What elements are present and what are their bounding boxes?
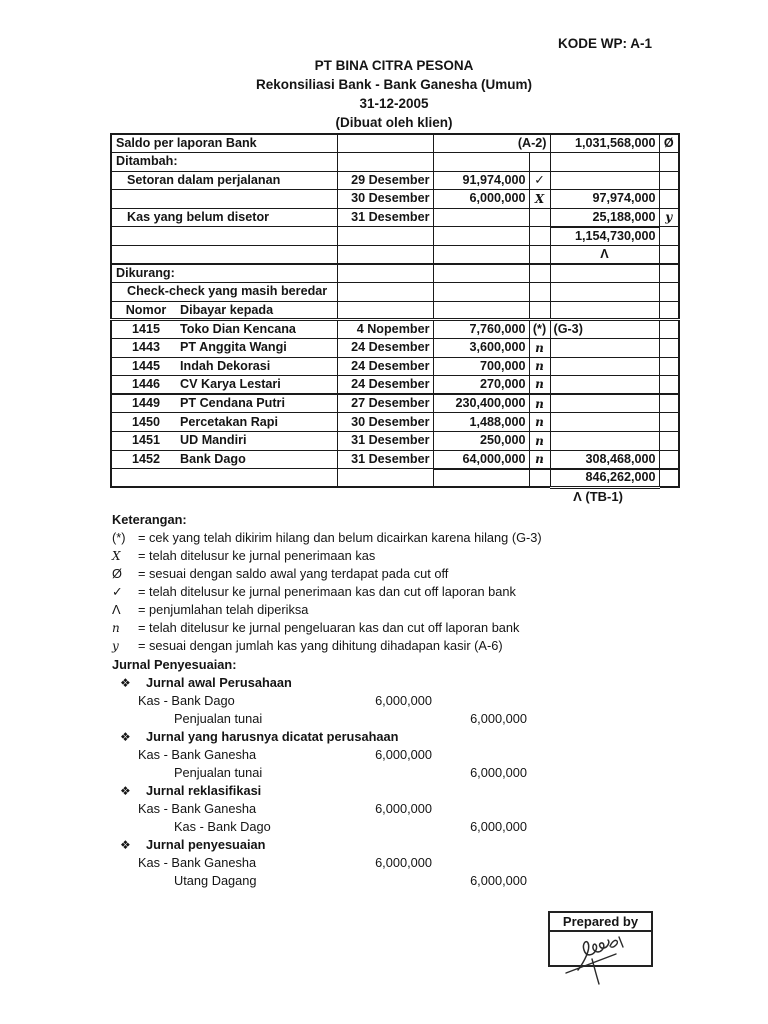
legend-item: y = sesuai dengan jumlah kas yang dihitung dihadapan kasir (A-6) — [112, 638, 503, 653]
amount-cell: 7,760,000 — [433, 320, 529, 339]
journal-entry-title: ❖ Jurnal reklasifikasi — [120, 783, 262, 798]
tickmark-legend — [112, 511, 672, 655]
check-cell: 1446 CV Karya Lestari — [111, 376, 337, 395]
tickmark-cell: Ø — [659, 134, 679, 153]
check-cell: 1450 Percetakan Rapi — [111, 413, 337, 432]
debit-amount: 6,000,000 — [375, 747, 432, 762]
journal-entry-title: ❖ Jurnal awal Perusahaan — [120, 675, 292, 690]
report-title: Rekonsiliasi Bank - Bank Ganesha (Umum) — [255, 77, 533, 92]
subtotal-cell: 1,154,730,000 — [550, 227, 659, 246]
desc-cell: Saldo per laporan Bank — [111, 134, 337, 153]
desc-cell: Check-check yang masih beredar — [111, 283, 337, 302]
ref-cell: (G-3) — [550, 320, 659, 339]
check-cell: 1443 PT Anggita Wangi — [111, 339, 337, 358]
diamond-bullet-icon: ❖ — [120, 730, 131, 744]
y-mark: y — [112, 639, 119, 653]
report-date: 31-12-2005 — [359, 96, 429, 111]
table-row: 1452 Bank Dago 31 Desember 64,000,000 n 308,468,000 — [111, 450, 679, 469]
n-mark: n — [112, 621, 120, 635]
tickmark-cell: (*) — [529, 320, 550, 339]
diamond-bullet-icon: ❖ — [120, 838, 131, 852]
table-row: 1449 PT Cendana Putri 27 Desember 230,400,000 n — [111, 394, 679, 413]
table-row — [111, 190, 679, 209]
prepared-by-label: Prepared by — [550, 913, 651, 932]
journal-entry-title: ❖ Jurnal yang harusnya dicatat perusahaan — [120, 729, 399, 744]
table-row: 1443 PT Anggita Wangi 24 Desember 3,600,000 n — [111, 339, 679, 358]
document-header — [110, 56, 678, 132]
company-name: PT BINA CITRA PESONA — [314, 58, 474, 73]
table-row — [111, 283, 679, 302]
table-row — [111, 171, 679, 190]
asterisk-mark: (*) — [112, 530, 126, 545]
legend-item: ✓ = telah ditelusur ke jurnal penerimaan kas dan cut off laporan bank — [112, 584, 516, 599]
date-cell: 31 Desember — [337, 208, 433, 227]
check-cell: 1451 UD Mandiri — [111, 432, 337, 451]
check-cell: 1445 Indah Dekorasi — [111, 357, 337, 376]
check-no-header: Nomor — [125, 302, 167, 317]
check-mark: ✓ — [112, 584, 123, 599]
tickmark-cell: X — [529, 190, 550, 209]
total-cell: 25,188,000 — [550, 208, 659, 227]
journal-line: Kas - Bank Ganesha 6,000,000 — [138, 855, 432, 870]
legend-item: Ø = sesuai dengan saldo awal yang terdapat pada cut off — [112, 566, 449, 581]
tickmark-cell: y — [659, 208, 679, 227]
tickmark-cell: ✓ — [529, 171, 550, 190]
date-cell: 4 Nopember — [337, 320, 433, 339]
bank-reconciliation-table — [110, 133, 680, 489]
desc-cell: Setoran dalam perjalanan — [111, 171, 337, 190]
date-cell: 30 Desember — [337, 190, 433, 209]
footing-tick-cell: Λ — [550, 246, 659, 265]
journal-line: Kas - Bank Dago 6,000,000 — [174, 819, 527, 834]
check-cell: 1415 Toko Dian Kencana — [111, 320, 337, 339]
journal-line: Penjualan tunai 6,000,000 — [174, 765, 527, 780]
amount-cell: 91,974,000 — [433, 171, 529, 190]
subtotal-cell: 308,468,000 — [550, 450, 659, 469]
journal-entry-title: ❖ Jurnal penyesuaian — [120, 837, 266, 852]
journal-line: Kas - Bank Dago 6,000,000 — [138, 693, 432, 708]
table-row — [111, 246, 679, 265]
amount-cell: 6,000,000 — [433, 190, 529, 209]
caret-mark: Λ — [112, 602, 121, 617]
journal-line: Utang Dagang 6,000,000 — [174, 873, 527, 888]
legend-item: X = telah ditelusur ke jurnal penerimaan kas — [112, 548, 376, 563]
column-headers-cell — [111, 301, 337, 320]
slashed-o-mark: Ø — [112, 566, 122, 581]
check-cell: 1449 PT Cendana Putri — [111, 394, 337, 413]
table-row: 1445 Indah Dekorasi 24 Desember 700,000 n — [111, 357, 679, 376]
date-cell — [337, 134, 433, 153]
legend-heading: Keterangan: — [112, 512, 187, 527]
table-row — [111, 469, 679, 488]
table-row — [111, 134, 679, 153]
credit-amount: 6,000,000 — [470, 873, 527, 888]
legend-item: n = telah ditelusur ke jurnal pengeluaran kas dan cut off laporan bank — [112, 620, 520, 635]
prepared-note: (Dibuat oleh klien) — [335, 115, 453, 130]
footing-mark: Λ (TB-1) — [573, 489, 623, 504]
adjusting-journal-section — [112, 656, 592, 890]
credit-amount: 6,000,000 — [470, 711, 527, 726]
table-row — [111, 320, 679, 339]
payee-header: Dibayar kepada — [180, 302, 274, 317]
table-row: 1450 Percetakan Rapi 30 Desember 1,488,000 n — [111, 413, 679, 432]
journal-line: Penjualan tunai 6,000,000 — [174, 711, 527, 726]
grand-total-cell: 846,262,000 — [550, 469, 659, 488]
credit-amount: 6,000,000 — [470, 819, 527, 834]
wp-code: KODE WP: A-1 — [558, 36, 652, 51]
total-cell: 1,031,568,000 — [550, 134, 659, 153]
desc-cell: Kas yang belum disetor — [111, 208, 337, 227]
table-row — [111, 227, 679, 246]
debit-amount: 6,000,000 — [375, 855, 432, 870]
desc-cell: Dikurang: — [111, 264, 337, 283]
table-row — [111, 208, 679, 227]
x-mark: X — [112, 549, 121, 563]
table-row — [111, 153, 679, 172]
debit-amount: 6,000,000 — [375, 693, 432, 708]
debit-amount: 6,000,000 — [375, 801, 432, 816]
journal-heading: Jurnal Penyesuaian: — [112, 657, 237, 672]
table-row: 1446 CV Karya Lestari 24 Desember 270,000 n — [111, 376, 679, 395]
journal-line: Kas - Bank Ganesha 6,000,000 — [138, 747, 432, 762]
table-row — [111, 301, 679, 320]
diamond-bullet-icon: ❖ — [120, 784, 131, 798]
table-row — [111, 264, 679, 283]
legend-item: Λ = penjumlahan telah diperiksa — [112, 602, 309, 617]
desc-cell: Ditambah: — [111, 153, 337, 172]
diamond-bullet-icon: ❖ — [120, 676, 131, 690]
legend-item: (*) = cek yang telah dikirim hilang dan belum dicairkan karena hilang (G-3) — [112, 530, 542, 545]
table-row: 1451 UD Mandiri 31 Desember 250,000 n — [111, 432, 679, 451]
prepared-by-box — [548, 911, 653, 967]
date-cell: 29 Desember — [337, 171, 433, 190]
check-cell: 1452 Bank Dago — [111, 450, 337, 469]
total-cell: 97,974,000 — [550, 190, 659, 209]
credit-amount: 6,000,000 — [470, 765, 527, 780]
ref-cell: (A-2) — [433, 134, 550, 153]
journal-line: Kas - Bank Ganesha 6,000,000 — [138, 801, 432, 816]
